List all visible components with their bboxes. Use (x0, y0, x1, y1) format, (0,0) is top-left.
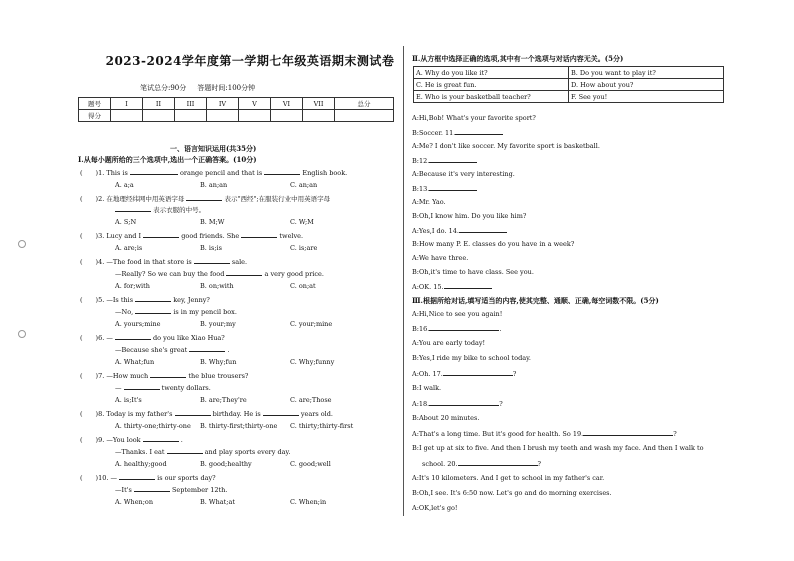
question-number: ( )4. (80, 258, 105, 266)
dialog-line: school. 20. ? (422, 460, 542, 468)
question-text: Today is my father's (106, 410, 173, 418)
answer-blank[interactable] (119, 473, 155, 480)
option-b[interactable]: B. on;with (200, 282, 234, 290)
question-2-line2 (115, 205, 205, 214)
question-number: ( )3. (80, 232, 105, 240)
option-a[interactable]: A. for;with (115, 282, 150, 290)
dialog-line: A:Because it's very interesting. (412, 170, 515, 178)
score-cell: VII (303, 98, 335, 110)
dialog-line: A:18. ? (412, 400, 503, 408)
score-cell[interactable] (111, 110, 143, 122)
question-4-line2 (115, 269, 324, 278)
question-text: is in my pencil box. (173, 308, 237, 316)
section-three-heading: Ⅲ.根据所给对话,填写适当的内容,使其完整、通顺、正确,每空词数不限。(5分) (412, 296, 659, 305)
question-3 (80, 231, 303, 240)
answer-blank[interactable] (167, 447, 203, 454)
question-number: ( )7. (80, 372, 105, 380)
question-7-line2 (115, 383, 211, 392)
option-a[interactable]: A. a;a (115, 181, 134, 189)
dialog-line: B:Oh,it's time to have class. See you. (412, 268, 534, 276)
score-cell: VI (271, 98, 303, 110)
dialog-line: A:That's a long time. But it's good for health. So 19. ? (412, 430, 677, 438)
option-c[interactable]: C. When;in (290, 498, 327, 506)
question-10-line2 (115, 485, 227, 494)
answer-blank[interactable] (226, 269, 262, 276)
option-c[interactable]: C. your;mine (290, 320, 333, 328)
dialog-line (412, 282, 492, 291)
question-text: 表示"西经";在服装行业中用英语字母 (224, 195, 331, 203)
dialog-text: A:Oh. 17. (412, 370, 443, 378)
option-box (413, 66, 724, 103)
question-text: and play sports every day. (204, 448, 291, 456)
answer-blank[interactable] (429, 156, 477, 163)
question-text: good friends. She (181, 232, 240, 240)
question-text: twelve. (279, 232, 304, 240)
answer-blank[interactable] (459, 226, 507, 233)
dialog-line: A:Mr. Yao. (412, 198, 446, 206)
question-text: —It's (115, 486, 132, 494)
answer-blank[interactable] (241, 231, 277, 238)
answer-blank[interactable] (458, 459, 538, 466)
dialog-line: A:You are early today! (412, 339, 486, 347)
question-9-line2 (115, 447, 290, 456)
question-10 (80, 473, 216, 482)
score-cell[interactable] (239, 110, 271, 122)
question-text: sale. (231, 258, 248, 266)
dialog-line (412, 156, 477, 165)
dialog-text: A:Yes,I do. 14. (412, 227, 459, 235)
answer-blank[interactable] (135, 307, 171, 314)
question-text: a very good price. (264, 270, 324, 278)
dialog-line: B:Oh,I know him. Do you like him? (412, 212, 527, 220)
dialog-line: A:Hi,Nice to see you again! (412, 310, 503, 318)
option-c[interactable]: C. Why;funny (290, 358, 335, 366)
dialog-line (412, 128, 503, 137)
box-option: D. How about you? (569, 79, 724, 91)
option-a[interactable]: A. are;is (115, 244, 143, 252)
dialog-text: B:13. (412, 185, 430, 193)
answer-blank[interactable] (583, 429, 673, 436)
option-b[interactable]: B. Why;fun (200, 358, 237, 366)
question-text: — (106, 334, 113, 342)
score-cell[interactable] (303, 110, 335, 122)
dialog-line: A:Me? I don't like soccer. My favorite sport is basketball. (412, 142, 600, 150)
score-table (78, 97, 394, 122)
question-text: 在地理经纬网中用英语字母 (106, 195, 185, 203)
dialog-line (412, 226, 507, 235)
option-b[interactable]: B. good;healthy (200, 460, 252, 468)
question-text: —The food in that store is (106, 258, 192, 266)
question-text: —Is this (106, 296, 134, 304)
question-text: Lucy and I (106, 232, 142, 240)
question-5-line2 (115, 307, 237, 316)
answer-blank[interactable] (264, 168, 300, 175)
binding-hole (18, 330, 26, 338)
question-text: —Because she's great (115, 346, 188, 354)
question-text: —You look (106, 436, 141, 444)
dialog-line: B:How many P. E. classes do you have in a week? (412, 240, 575, 248)
option-b[interactable]: B. is;is (200, 244, 222, 252)
question-7 (80, 371, 248, 380)
question-text: — (110, 474, 117, 482)
option-c[interactable]: C. thirty;thirty-first (290, 422, 354, 430)
question-text: — (115, 384, 122, 392)
total-score-label: 笔试总分:90分 (140, 84, 187, 92)
dialog-line: B:I walk. (412, 384, 442, 392)
option-a[interactable]: A. yours;mine (115, 320, 161, 328)
question-9 (80, 435, 183, 444)
option-b[interactable]: B. are;They're (200, 396, 247, 404)
option-c[interactable]: C. W;M (290, 218, 314, 226)
score-cell: I (111, 98, 143, 110)
dialog-text: B:12. (412, 157, 430, 165)
exam-meta (140, 83, 255, 93)
exam-title: 2023-2024学年度第一学期七年级英语期末测试卷 (105, 54, 395, 68)
dialog-text: A:That's a long time. But it's good for health. So 19. (412, 430, 584, 438)
question-text: orange pencil and that is (179, 169, 263, 177)
dialog-line: B:I get up at six to five. And then I brush my teeth and wash my face. And then I walk to (412, 444, 704, 452)
option-b[interactable]: B. thirty-first;thirty-one (200, 422, 278, 430)
answer-blank[interactable] (143, 231, 179, 238)
question-text: —No, (115, 308, 134, 316)
score-cell[interactable] (175, 110, 207, 122)
question-number: ( )9. (80, 436, 105, 444)
answer-blank[interactable] (194, 257, 230, 264)
box-option: B. Do you want to play it? (569, 67, 724, 79)
question-number: ( )6. (80, 334, 105, 342)
question-text: birthday. He is (212, 410, 261, 418)
dialog-line: B:Yes,I ride my bike to school today. (412, 354, 531, 362)
question-text: key, Jenny? (173, 296, 210, 304)
box-option: A. Why do you like it? (414, 67, 569, 79)
question-text: do you like Xiao Hua? (153, 334, 225, 342)
question-text: This is (106, 169, 128, 177)
option-a[interactable]: A. healthy;good (115, 460, 167, 468)
option-b[interactable]: B. What;at (200, 498, 235, 506)
answer-blank[interactable] (429, 184, 477, 191)
score-cell: V (239, 98, 271, 110)
score-cell: IV (207, 98, 239, 110)
question-text: the blue trousers? (188, 372, 249, 380)
dialog-line: A:Hi,Bob! What's your favorite sport? (412, 114, 536, 122)
question-number: ( )5. (80, 296, 105, 304)
answer-blank[interactable] (444, 282, 492, 289)
score-cell[interactable] (335, 110, 394, 122)
question-6 (80, 333, 225, 342)
box-option: C. He is great fun. (414, 79, 569, 91)
dialog-line: B:Oh,I see. It's 6:50 now. Let's go and do morning exercises. (412, 489, 612, 497)
score-cell: 题号 (79, 98, 111, 110)
option-b[interactable]: B. M;W (200, 218, 225, 226)
answer-blank[interactable] (115, 205, 151, 212)
answer-blank[interactable] (134, 485, 170, 492)
option-a[interactable]: A. When;on (115, 498, 154, 506)
option-a[interactable]: A. is;It's (115, 396, 142, 404)
option-c[interactable]: C. is;are (290, 244, 318, 252)
question-number: ( )2. (80, 195, 105, 203)
question-text: English book. (302, 169, 348, 177)
section-two-heading: Ⅱ.从方框中选择正确的选项,其中有一个选项与对话内容无关。(5分) (412, 54, 624, 63)
question-8 (80, 409, 333, 418)
question-5 (80, 295, 210, 304)
question-4 (80, 257, 247, 266)
answer-blank[interactable] (143, 435, 179, 442)
score-table-header-row (79, 98, 394, 110)
score-cell[interactable] (143, 110, 175, 122)
option-a[interactable]: A. What;fun (115, 358, 155, 366)
question-1 (80, 168, 347, 177)
time-label: 答题时间:100分钟 (197, 84, 256, 92)
question-text: twenty dollars. (161, 384, 211, 392)
score-cell: II (143, 98, 175, 110)
option-c[interactable]: C. on;at (290, 282, 316, 290)
answer-blank[interactable] (150, 371, 186, 378)
option-c[interactable]: C. good;well (290, 460, 331, 468)
dialog-text: B:Soccer. 11. (412, 129, 456, 137)
question-6-line2 (115, 345, 229, 354)
binding-hole (18, 240, 26, 248)
question-text: . (180, 436, 183, 444)
question-number: ( )8. (80, 410, 105, 418)
question-text: —Really? So we can buy the food (115, 270, 225, 278)
section-one-heading: Ⅰ.从每小题所给的三个选项中,选出一个正确答案。(10分) (78, 155, 257, 164)
score-cell[interactable] (271, 110, 303, 122)
answer-blank[interactable] (130, 168, 178, 175)
answer-blank[interactable] (124, 383, 160, 390)
answer-blank[interactable] (263, 409, 299, 416)
option-a[interactable]: A. S;N (115, 218, 137, 226)
box-option: F. See you! (569, 91, 724, 103)
option-b[interactable]: B. an;an (200, 181, 228, 189)
question-number: ( )10. (80, 474, 109, 482)
question-2 (80, 194, 330, 203)
answer-blank[interactable] (443, 369, 513, 376)
answer-blank[interactable] (135, 295, 171, 302)
option-a[interactable]: A. thirty-one;thirty-one (115, 422, 191, 430)
question-text: —Thanks. I eat (115, 448, 165, 456)
score-cell: 得分 (79, 110, 111, 122)
dialog-text: A:OK. 15. (412, 283, 444, 291)
score-cell: III (175, 98, 207, 110)
answer-blank[interactable] (175, 409, 211, 416)
score-table-score-row (79, 110, 394, 122)
answer-blank[interactable] (429, 399, 499, 406)
question-text: . (227, 346, 230, 354)
dialog-line (412, 184, 477, 193)
question-text: September 12th. (171, 486, 228, 494)
score-cell: 总分 (335, 98, 394, 110)
dialog-line: B:About 20 minutes. (412, 414, 480, 422)
option-c[interactable]: C. an;an (290, 181, 318, 189)
dialog-text: school. 20. (422, 460, 458, 468)
dialog-line: A:OK,let's go! (412, 504, 458, 512)
dialog-line: A:Oh. 17. ? (412, 370, 517, 378)
answer-blank[interactable] (186, 194, 222, 201)
question-text: 表示衣服的中号。 (153, 206, 206, 214)
part-one-heading: 一、语言知识运用(共35分) (170, 144, 257, 153)
dialog-line: A:We have three. (412, 254, 469, 262)
dialog-line: A:It's 10 kilometers. And I get to school in my father's car. (412, 474, 605, 482)
dialog-line: B:16. . (412, 325, 502, 333)
dialog-text: B:16. (412, 325, 430, 333)
question-number: ( )1. (80, 169, 105, 177)
score-cell[interactable] (207, 110, 239, 122)
box-option: E. Who is your basketball teacher? (414, 91, 569, 103)
option-c[interactable]: C. are;Those (290, 396, 332, 404)
column-divider (403, 46, 404, 516)
answer-blank[interactable] (429, 324, 499, 331)
question-text: —How much (106, 372, 149, 380)
option-b[interactable]: B. your;my (200, 320, 236, 328)
dialog-text: A:18. (412, 400, 430, 408)
answer-blank[interactable] (455, 128, 503, 135)
answer-blank[interactable] (189, 345, 225, 352)
question-text: years old. (300, 410, 333, 418)
answer-blank[interactable] (115, 333, 151, 340)
question-text: is our sports day? (157, 474, 216, 482)
